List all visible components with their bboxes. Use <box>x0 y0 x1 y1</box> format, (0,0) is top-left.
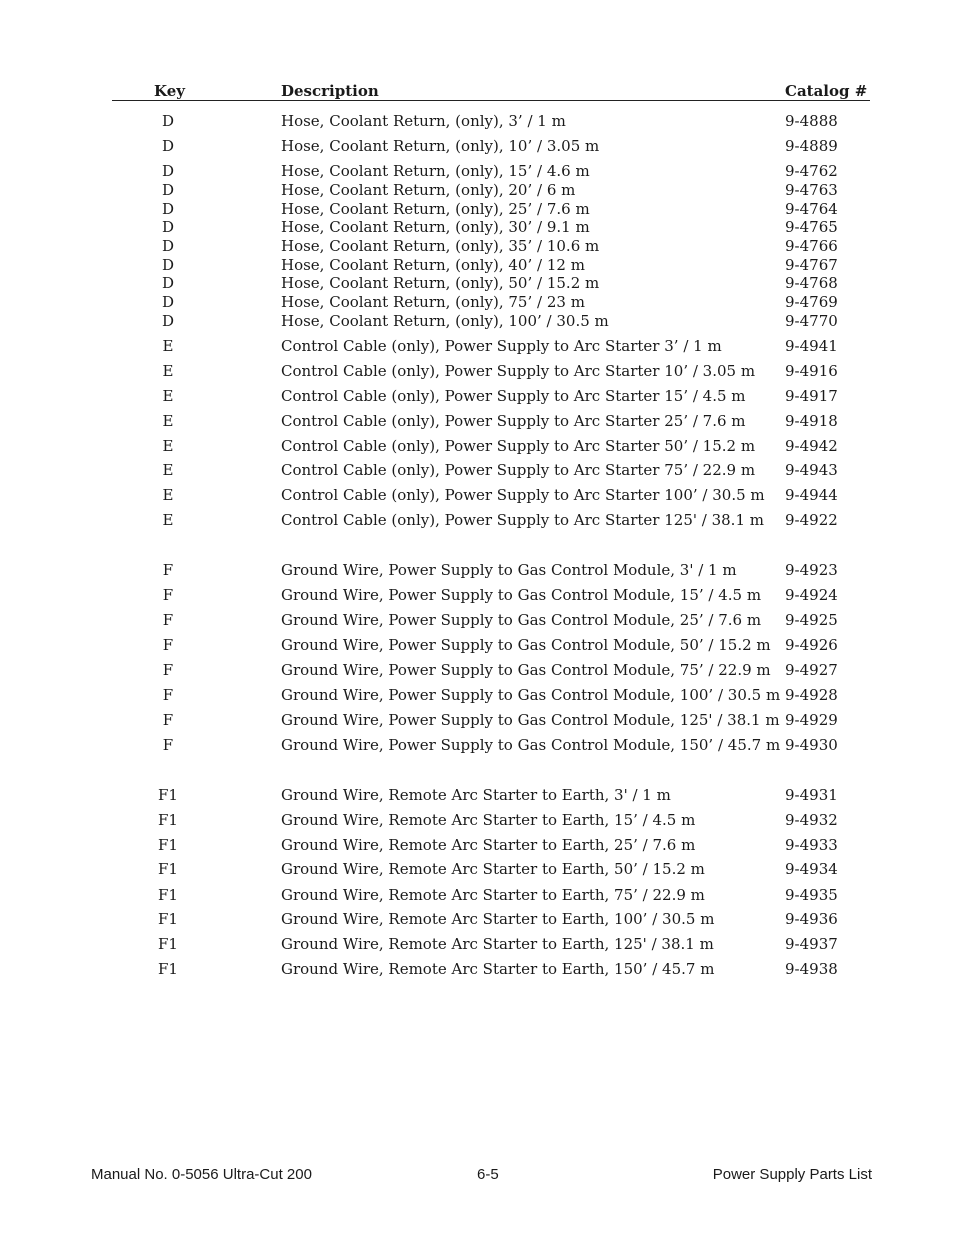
row-key: D <box>161 293 175 311</box>
row-catalog-number: 9-4941 <box>785 337 838 355</box>
row-catalog-number: 9-4763 <box>785 181 838 199</box>
row-catalog-number: 9-4935 <box>785 886 838 904</box>
row-key: D <box>161 312 175 330</box>
row-key: F1 <box>158 910 178 928</box>
table-row <box>0 112 954 131</box>
row-catalog-number: 9-4931 <box>785 786 838 804</box>
table-row <box>0 561 954 580</box>
row-catalog-number: 9-4768 <box>785 274 838 292</box>
table-row <box>0 786 954 805</box>
row-catalog-number: 9-4925 <box>785 611 838 629</box>
row-description: Ground Wire, Power Supply to Gas Control Module, 150’ / 45.7 m <box>281 736 781 754</box>
row-description: Ground Wire, Power Supply to Gas Control Module, 3' / 1 m <box>281 561 737 579</box>
table-row <box>0 511 954 530</box>
table-row <box>0 293 954 312</box>
row-catalog-number: 9-4769 <box>785 293 838 311</box>
description-column-header: Description <box>281 82 379 100</box>
row-catalog-number: 9-4926 <box>785 636 838 654</box>
row-key: E <box>162 437 174 455</box>
row-description: Hose, Coolant Return, (only), 15’ / 4.6 m <box>281 162 590 180</box>
table-row <box>0 256 954 275</box>
table-row <box>0 237 954 256</box>
row-description: Control Cable (only), Power Supply to Arc Starter 75’ / 22.9 m <box>281 461 756 479</box>
table-row <box>0 137 954 156</box>
row-description: Control Cable (only), Power Supply to Arc Starter 3’ / 1 m <box>281 337 722 355</box>
table-row <box>0 736 954 755</box>
row-description: Ground Wire, Remote Arc Starter to Earth, 100’ / 30.5 m <box>281 910 715 928</box>
table-row <box>0 636 954 655</box>
row-key: F <box>162 611 174 629</box>
row-catalog-number: 9-4936 <box>785 910 838 928</box>
table-row <box>0 218 954 237</box>
row-catalog-number: 9-4932 <box>785 811 838 829</box>
row-key: F1 <box>158 786 178 804</box>
row-catalog-number: 9-4764 <box>785 200 838 218</box>
row-key: F1 <box>158 886 178 904</box>
row-description: Hose, Coolant Return, (only), 100’ / 30.5 m <box>281 312 609 330</box>
row-description: Control Cable (only), Power Supply to Arc Starter 10’ / 3.05 m <box>281 362 756 380</box>
table-row <box>0 274 954 293</box>
row-catalog-number: 9-4766 <box>785 237 838 255</box>
catalog-column-header: Catalog # <box>785 82 868 100</box>
table-row <box>0 960 954 979</box>
row-description: Hose, Coolant Return, (only), 50’ / 15.2 m <box>281 274 600 292</box>
row-key: F <box>162 686 174 704</box>
row-key: D <box>161 162 175 180</box>
row-key: D <box>161 237 175 255</box>
table-row <box>0 337 954 356</box>
row-key: D <box>161 137 175 155</box>
table-row <box>0 486 954 505</box>
table-row <box>0 461 954 480</box>
row-catalog-number: 9-4767 <box>785 256 838 274</box>
row-key: F1 <box>158 960 178 978</box>
row-description: Hose, Coolant Return, (only), 3’ / 1 m <box>281 112 566 130</box>
row-description: Hose, Coolant Return, (only), 25’ / 7.6 m <box>281 200 590 218</box>
row-catalog-number: 9-4924 <box>785 586 838 604</box>
row-catalog-number: 9-4888 <box>785 112 838 130</box>
row-key: E <box>162 511 174 529</box>
row-key: E <box>162 486 174 504</box>
row-catalog-number: 9-4943 <box>785 461 838 479</box>
row-key: F <box>162 736 174 754</box>
row-catalog-number: 9-4917 <box>785 387 838 405</box>
row-catalog-number: 9-4930 <box>785 736 838 754</box>
table-row <box>0 860 954 879</box>
row-catalog-number: 9-4889 <box>785 137 838 155</box>
row-catalog-number: 9-4942 <box>785 437 838 455</box>
row-catalog-number: 9-4765 <box>785 218 838 236</box>
row-description: Ground Wire, Remote Arc Starter to Earth, 50’ / 15.2 m <box>281 860 705 878</box>
row-key: F1 <box>158 836 178 854</box>
row-catalog-number: 9-4918 <box>785 412 838 430</box>
row-key: D <box>161 218 175 236</box>
section-title: Power Supply Parts List <box>712 1166 872 1183</box>
row-description: Hose, Coolant Return, (only), 75’ / 23 m <box>281 293 585 311</box>
table-row <box>0 586 954 605</box>
row-description: Ground Wire, Remote Arc Starter to Earth, 15’ / 4.5 m <box>281 811 696 829</box>
row-description: Ground Wire, Remote Arc Starter to Earth, 25’ / 7.6 m <box>281 836 696 854</box>
row-description: Control Cable (only), Power Supply to Arc Starter 100’ / 30.5 m <box>281 486 765 504</box>
table-row <box>0 312 954 331</box>
row-catalog-number: 9-4929 <box>785 711 838 729</box>
row-key: D <box>161 112 175 130</box>
row-key: F1 <box>158 811 178 829</box>
row-catalog-number: 9-4762 <box>785 162 838 180</box>
table-row <box>0 836 954 855</box>
row-key: F <box>162 661 174 679</box>
key-column-header: Key <box>154 82 185 100</box>
row-description: Hose, Coolant Return, (only), 40’ / 12 m <box>281 256 585 274</box>
table-row <box>0 935 954 954</box>
row-description: Hose, Coolant Return, (only), 10’ / 3.05 m <box>281 137 600 155</box>
row-key: F1 <box>158 935 178 953</box>
table-row <box>0 437 954 456</box>
row-key: D <box>161 200 175 218</box>
row-catalog-number: 9-4938 <box>785 960 838 978</box>
table-row <box>0 811 954 830</box>
table-row <box>0 200 954 219</box>
row-description: Control Cable (only), Power Supply to Arc Starter 125' / 38.1 m <box>281 511 764 529</box>
row-description: Ground Wire, Power Supply to Gas Control Module, 75’ / 22.9 m <box>281 661 771 679</box>
row-key: D <box>161 181 175 199</box>
table-row <box>0 611 954 630</box>
row-catalog-number: 9-4916 <box>785 362 838 380</box>
table-row <box>0 661 954 680</box>
page-number: 6-5 <box>477 1166 499 1183</box>
row-catalog-number: 9-4933 <box>785 836 838 854</box>
row-description: Ground Wire, Power Supply to Gas Control Module, 25’ / 7.6 m <box>281 611 762 629</box>
row-catalog-number: 9-4927 <box>785 661 838 679</box>
row-description: Ground Wire, Remote Arc Starter to Earth, 75’ / 22.9 m <box>281 886 705 904</box>
table-row <box>0 886 954 905</box>
row-description: Ground Wire, Power Supply to Gas Control Module, 50’ / 15.2 m <box>281 636 771 654</box>
row-key: E <box>162 337 174 355</box>
row-description: Ground Wire, Remote Arc Starter to Earth, 125' / 38.1 m <box>281 935 714 953</box>
row-description: Control Cable (only), Power Supply to Arc Starter 50’ / 15.2 m <box>281 437 756 455</box>
row-key: E <box>162 387 174 405</box>
table-row <box>0 412 954 431</box>
row-catalog-number: 9-4923 <box>785 561 838 579</box>
row-description: Hose, Coolant Return, (only), 30’ / 9.1 m <box>281 218 590 236</box>
row-description: Ground Wire, Remote Arc Starter to Earth, 3' / 1 m <box>281 786 671 804</box>
row-catalog-number: 9-4944 <box>785 486 838 504</box>
row-key: D <box>161 274 175 292</box>
row-key: F <box>162 711 174 729</box>
row-description: Ground Wire, Power Supply to Gas Control Module, 125' / 38.1 m <box>281 711 780 729</box>
table-row <box>0 711 954 730</box>
row-key: E <box>162 461 174 479</box>
row-description: Control Cable (only), Power Supply to Arc Starter 15’ / 4.5 m <box>281 387 746 405</box>
row-key: E <box>162 412 174 430</box>
row-key: F <box>162 636 174 654</box>
table-row <box>0 362 954 381</box>
table-row <box>0 910 954 929</box>
row-key: F <box>162 561 174 579</box>
table-row <box>0 686 954 705</box>
row-catalog-number: 9-4928 <box>785 686 838 704</box>
row-description: Hose, Coolant Return, (only), 20’ / 6 m <box>281 181 576 199</box>
row-description: Ground Wire, Remote Arc Starter to Earth, 150’ / 45.7 m <box>281 960 715 978</box>
row-catalog-number: 9-4922 <box>785 511 838 529</box>
row-description: Ground Wire, Power Supply to Gas Control Module, 15’ / 4.5 m <box>281 586 762 604</box>
table-row <box>0 181 954 200</box>
row-catalog-number: 9-4770 <box>785 312 838 330</box>
row-catalog-number: 9-4934 <box>785 860 838 878</box>
manual-number: Manual No. 0-5056 Ultra-Cut 200 <box>91 1166 312 1183</box>
table-row <box>0 162 954 181</box>
row-key: D <box>161 256 175 274</box>
row-key: F <box>162 586 174 604</box>
table-row <box>0 387 954 406</box>
row-key: F1 <box>158 860 178 878</box>
row-key: E <box>162 362 174 380</box>
row-catalog-number: 9-4937 <box>785 935 838 953</box>
row-description: Ground Wire, Power Supply to Gas Control Module, 100’ / 30.5 m <box>281 686 781 704</box>
row-description: Hose, Coolant Return, (only), 35’ / 10.6 m <box>281 237 600 255</box>
row-description: Control Cable (only), Power Supply to Arc Starter 25’ / 7.6 m <box>281 412 746 430</box>
